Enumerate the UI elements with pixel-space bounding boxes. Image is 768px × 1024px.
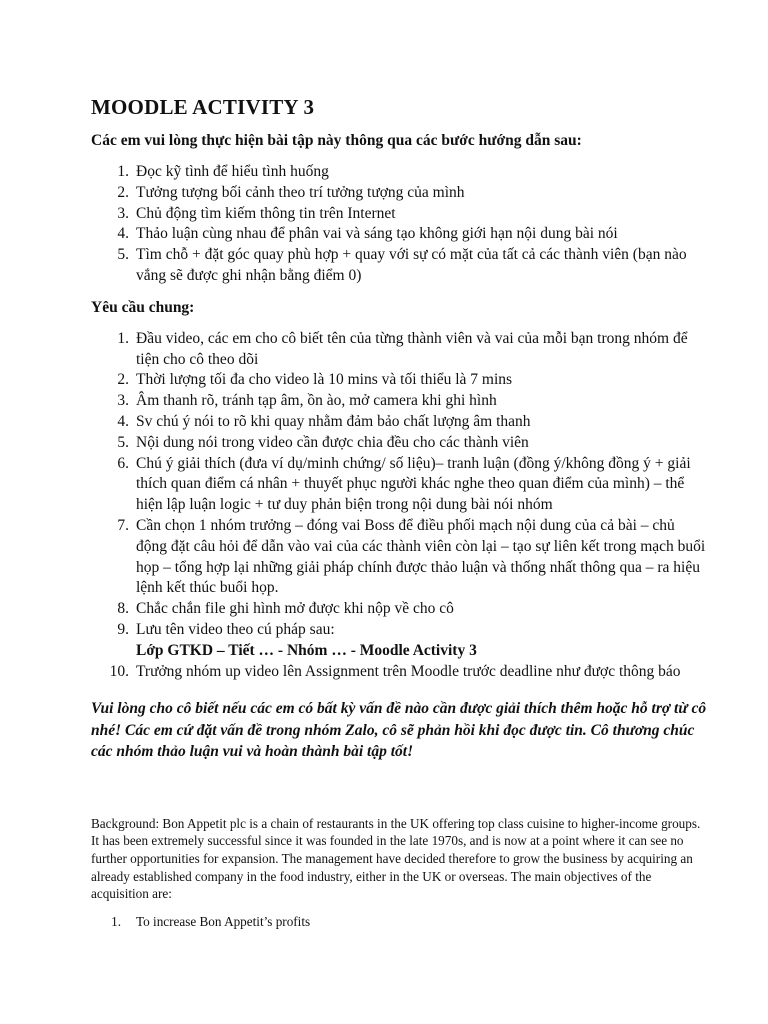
list-item bbox=[91, 224, 708, 245]
list-item bbox=[91, 370, 708, 391]
item-text: Thảo luận cùng nhau để phân vai và sáng tạo không giới hạn nội dung bài nói bbox=[136, 225, 618, 243]
item-number: 4. bbox=[117, 412, 129, 430]
item-text: Tìm chỗ + đặt góc quay phù hợp + quay với sự có mặt của tất cả các thành viên (bạn nào vắng sẽ được ghi nhận bằng điểm 0) bbox=[136, 246, 687, 284]
page-title: MOODLE ACTIVITY 3 bbox=[91, 95, 315, 119]
item-number: 1. bbox=[117, 329, 129, 347]
item-text: Lưu tên video theo cú pháp sau: bbox=[136, 620, 335, 638]
item-text: Đọc kỹ tình để hiểu tình huống bbox=[136, 163, 329, 180]
item-text: Chắc chắn file ghi hình mở được khi nộp về cho cô bbox=[136, 600, 454, 618]
item-text: Chủ động tìm kiếm thông tin trên Internet bbox=[136, 204, 396, 222]
list-item bbox=[91, 913, 708, 931]
item-number: 3. bbox=[117, 392, 129, 410]
list-item bbox=[91, 245, 708, 287]
steps-list bbox=[91, 162, 708, 287]
list-item bbox=[91, 162, 708, 183]
file-name-syntax: Lớp GTKD – Tiết … - Nhóm … - Moodle Activity 3 bbox=[136, 641, 477, 659]
intro-text: Các em vui lòng thực hiện bài tập này thông qua các bước hướng dẫn sau: bbox=[91, 132, 582, 149]
item-number: 4. bbox=[117, 225, 129, 243]
item-text: Trưởng nhóm up video lên Assignment trên Moodle trước deadline như được thông báo bbox=[136, 662, 681, 680]
list-item bbox=[91, 183, 708, 204]
list-item bbox=[91, 433, 708, 454]
item-number: 3. bbox=[117, 204, 129, 222]
item-number: 5. bbox=[117, 433, 129, 451]
requirements-heading: Yêu cầu chung: bbox=[91, 298, 195, 316]
item-text: Chú ý giải thích (đưa ví dụ/minh chứng/ số liệu)– tranh luận (đồng ý/không đồng ý + giải thích quan điểm cá nhân + thuyết phục người khác nghe theo quan điểm của mình) – thể hiện lập luận logic + tư duy phản biện trong nội dung bài nói nhóm bbox=[136, 454, 691, 514]
item-number: 5. bbox=[117, 246, 129, 264]
closing-note: Vui lòng cho cô biết nếu các em có bất kỳ vấn đề nào cần được giải thích thêm hoặc hỗ trợ từ cô nhé! Các em cứ đặt vấn đề trong nhóm Zalo, cô sẽ phản hồi khi đọc được tin. Cô thương chúc các nhóm thảo luận vui và hoàn thành bài tập tốt! bbox=[91, 700, 707, 761]
item-number: 8. bbox=[117, 600, 129, 618]
item-text: Âm thanh rõ, tránh tạp âm, ồn ào, mở camera khi ghi hình bbox=[136, 392, 497, 410]
item-text: Cần chọn 1 nhóm trưởng – đóng vai Boss để điều phối mạch nội dung của cả bài – chủ động đặt câu hỏi để dẫn vào vai của các thành viên còn lại – tạo sự liên kết trong mạch buổi họp – tổng hợp lại những giải pháp chính được thảo luận và thống nhất thông qua – ra hiệu lệnh kết thúc buổi họp. bbox=[136, 516, 706, 597]
item-number: 7. bbox=[117, 516, 129, 534]
item-text: Thời lượng tối đa cho video là 10 mins và tối thiểu là 7 mins bbox=[136, 371, 513, 389]
list-item bbox=[91, 329, 708, 371]
list-item bbox=[91, 391, 708, 412]
item-number: 1. bbox=[111, 913, 121, 929]
list-item bbox=[91, 620, 708, 662]
list-item bbox=[91, 412, 708, 433]
item-number: 10. bbox=[109, 662, 129, 680]
requirements-list bbox=[91, 329, 708, 683]
item-text: Tưởng tượng bối cảnh theo trí tưởng tượng của mình bbox=[136, 183, 465, 201]
objectives-list bbox=[91, 913, 708, 931]
item-text: To increase Bon Appetit’s profits bbox=[136, 913, 311, 929]
list-item bbox=[91, 599, 708, 620]
item-number: 6. bbox=[117, 454, 129, 472]
list-item bbox=[91, 204, 708, 225]
list-item bbox=[91, 516, 708, 599]
item-text: Sv chú ý nói to rõ khi quay nhằm đảm bảo chất lượng âm thanh bbox=[136, 412, 531, 430]
item-number: 2. bbox=[117, 183, 129, 201]
item-text: Đầu video, các em cho cô biết tên của từng thành viên và vai của mỗi bạn trong nhóm để tiện cho cô theo dõi bbox=[136, 329, 688, 368]
item-number: 2. bbox=[117, 371, 129, 389]
item-number: 1. bbox=[117, 163, 129, 180]
list-item bbox=[91, 454, 708, 516]
background-paragraph: Background: Bon Appetit plc is a chain of restaurants in the UK offering top class cuisine to higher-income groups. It has been extremely successful since it was founded in the late 1970s, and is now at a point where it can see no further opportunities for expansion. The management have decided therefore to grow the business by acquiring an already established company in the food industry, either in the UK or overseas. The main objectives of the acquisition are: bbox=[91, 815, 701, 902]
item-number: 9. bbox=[117, 620, 129, 638]
item-text: Nội dung nói trong video cần được chia đều cho các thành viên bbox=[136, 433, 529, 451]
list-item bbox=[91, 662, 708, 683]
